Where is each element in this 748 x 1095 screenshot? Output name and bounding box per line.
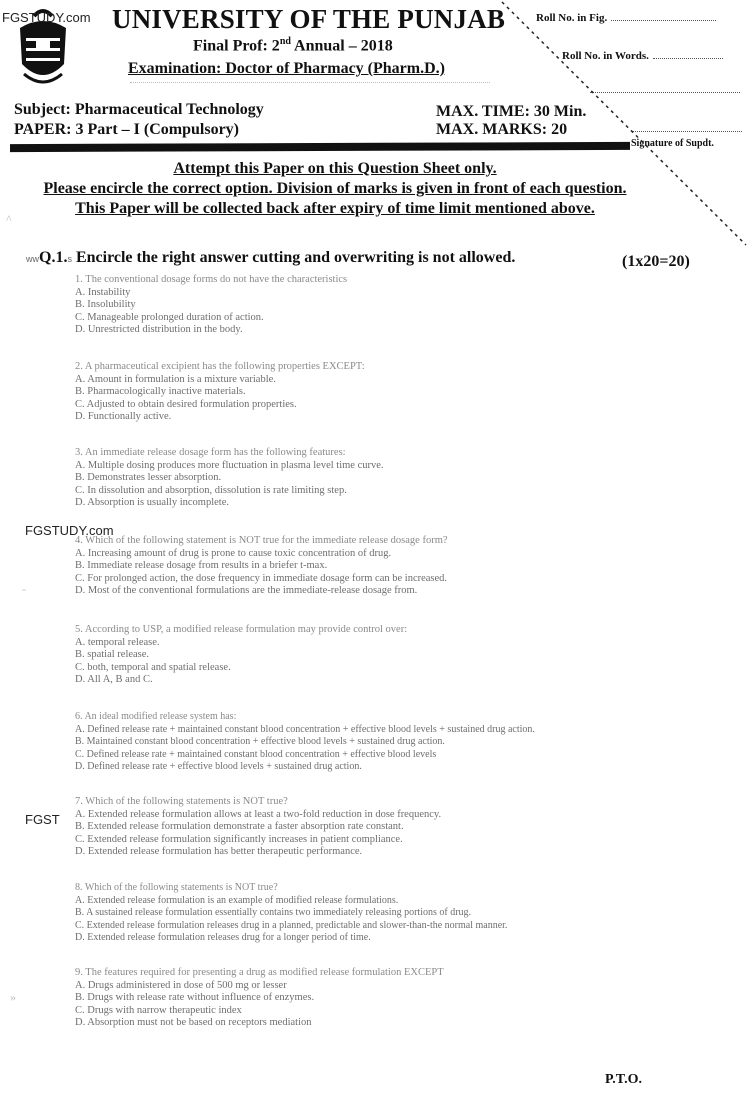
option[interactable]: D. Most of the conventional formulations are the immediate-release dosage from. [75, 585, 418, 597]
question-8: 8. Which of the following statements is NOT true? A. Extended release formulation is an example of modified release formulations. B. A sustained release formulation essentially contains two immediately releasing portions of drug. C. Extended release formulation releases drug in a planned, predictable and slower-than-the normal manner. D. Extended release formulation releases drug for a longer period of time. [75, 882, 508, 944]
option[interactable]: C. Manageable prolonged duration of action. [75, 311, 264, 323]
option[interactable]: A. Extended release formulation allows at least a two-fold reduction in dose frequency. [75, 808, 442, 820]
roll-no-words-field[interactable]: Roll No. in Words. [562, 50, 723, 62]
option[interactable]: D. Absorption is usually incomplete. [75, 497, 229, 509]
divider [130, 82, 490, 83]
watermark-mid: FGSTUDY.com [25, 523, 114, 538]
final-prof-heading: Final Prof: 2nd Annual – 2018 [193, 36, 393, 55]
option[interactable]: D. Unrestricted distribution in the body. [75, 324, 243, 336]
question-section-heading: wwQ.1.s Encircle the right answer cutting and overwriting is not allowed. [26, 249, 516, 266]
option[interactable]: B. Immediate release dosage from results in a briefer t-max. [75, 560, 328, 572]
watermark-lower: FGST [25, 812, 60, 827]
option[interactable]: A. Multiple dosing produces more fluctuation in plasma level time curve. [75, 459, 384, 471]
option[interactable]: B. A sustained release formulation essentially contains two immediately releasing portions of drug. [75, 907, 472, 919]
question-1: 1. The conventional dosage forms do not have the characteristics A. Instability B. Insolubility C. Manageable prolonged duration of action. D. Unrestricted distribution in the body. [75, 274, 348, 336]
question-6: 6. An ideal modified release system has: A. Defined release rate + maintained constant blood concentration + effective blood levels + sustained drug action. B. Maintained constant blood concentration + effective blood levels + sustained drug action. C. Defined release rate + maintained constant blood concentration + effective blood levels D. Defined release rate + effective blood levels + sustained drug action. [75, 711, 535, 773]
instruction-2: Please encircle the correct option. Division of marks is given in front of each question. [43, 180, 627, 197]
option[interactable]: D. Extended release formulation has better therapeutic performance. [75, 846, 363, 858]
scan-speck: » [10, 990, 16, 1004]
watermark-top: FGSTUDY.com [2, 10, 91, 25]
option[interactable]: A. temporal release. [75, 636, 160, 648]
option[interactable]: D. Defined release rate + effective blood levels + sustained drug action. [75, 761, 362, 773]
scan-speck: - [22, 582, 26, 596]
option[interactable]: B. spatial release. [75, 649, 150, 661]
question-3: 3. An immediate release dosage form has the following features: A. Multiple dosing produces more fluctuation in plasma level time curve. B. Demonstrates lesser absorption. C. In dissolution and absorption, dissolution is rate limiting step. D. Absorption is usually incomplete. [75, 447, 384, 509]
question-2: 2. A pharmaceutical excipient has the following properties EXCEPT: A. Amount in formulation is a mixture variable. B. Pharmacologically inactive materials. C. Adjusted to obtain desired formulation properties. D. Functionally active. [75, 361, 365, 423]
option[interactable]: C. Defined release rate + maintained constant blood concentration + effective blood levels [75, 748, 437, 760]
option[interactable]: D. All A, B and C. [75, 674, 153, 686]
option[interactable]: D. Functionally active. [75, 411, 172, 423]
option[interactable]: C. Drugs with narrow therapeutic index [75, 1004, 242, 1016]
option[interactable]: C. Extended release formulation significantly increases in patient compliance. [75, 833, 403, 845]
option[interactable]: C. Extended release formulation releases drug in a planned, predictable and slower-than-the normal manner. [75, 919, 508, 931]
option[interactable]: C. Adjusted to obtain desired formulation properties. [75, 398, 297, 410]
option[interactable]: A. Extended release formulation is an example of modified release formulations. [75, 894, 399, 906]
examination-heading: Examination: Doctor of Pharmacy (Pharm.D.) [128, 60, 445, 77]
instruction-3: This Paper will be collected back after expiry of time limit mentioned above. [75, 200, 595, 217]
paper-label: PAPER: 3 Part – I (Compulsory) [14, 121, 240, 138]
option[interactable]: A. Increasing amount of drug is prone to cause toxic concentration of drug. [75, 547, 392, 559]
option[interactable]: B. Insolubility [75, 299, 136, 311]
subject-label: Subject: Pharmaceutical Technology [14, 101, 264, 118]
option[interactable]: A. Amount in formulation is a mixture variable. [75, 373, 276, 385]
option[interactable]: B. Extended release formulation demonstrate a faster absorption rate constant. [75, 821, 404, 833]
question-4: 4. Which of the following statement is NOT true for the immediate release dosage form? A. Increasing amount of drug is prone to cause toxic concentration of drug. B. Immediate release dosage from results in a briefer t-max. C. For prolonged action, the dose frequency in immediate dosage form can be increased. D. Most of the conventional formulations are the immediate-release dosage from. [75, 535, 448, 597]
university-title: UNIVERSITY OF THE PUNJAB [112, 4, 506, 34]
section-marks: (1x20=20) [622, 253, 690, 270]
instruction-1: Attempt this Paper on this Question Sheet only. [173, 160, 497, 177]
question-5: 5. According to USP, a modified release formulation may provide control over: A. temporal release. B. spatial release. C. both, temporal and spatial release. D. All A, B and C. [75, 624, 408, 686]
scan-speck: ^ [6, 212, 12, 226]
option[interactable]: C. For prolonged action, the dose frequency in immediate dosage form can be increased. [75, 572, 448, 584]
option[interactable]: A. Drugs administered in dose of 500 mg or lesser [75, 979, 287, 991]
please-turn-over: P.T.O. [605, 1072, 642, 1087]
option[interactable]: B. Demonstrates lesser absorption. [75, 472, 222, 484]
max-marks-label: MAX. MARKS: 20 [436, 121, 568, 138]
option[interactable]: B. Pharmacologically inactive materials. [75, 386, 246, 398]
roll-no-fig-field[interactable]: Roll No. in Fig. [536, 12, 716, 24]
question-7: 7. Which of the following statements is NOT true? A. Extended release formulation allows at least a two-fold reduction in dose frequency. B. Extended release formulation demonstrate a faster absorption rate constant. C. Extended release formulation significantly increases in patient compliance. D. Extended release formulation has better therapeutic performance. [75, 796, 442, 858]
max-time-label: MAX. TIME: 30 Min. [436, 103, 587, 120]
option[interactable]: D. Extended release formulation releases drug for a longer period of time. [75, 932, 371, 944]
option[interactable]: B. Drugs with release rate without influence of enzymes. [75, 992, 315, 1004]
option[interactable]: A. Instability [75, 286, 131, 298]
option[interactable]: A. Defined release rate + maintained constant blood concentration + effective blood levels + sustained drug action. [75, 723, 535, 735]
option[interactable]: B. Maintained constant blood concentration + effective blood levels + sustained drug action. [75, 736, 445, 748]
signature-supdt-label: Signature of Supdt. [631, 138, 714, 149]
option[interactable]: C. In dissolution and absorption, dissolution is rate limiting step. [75, 484, 347, 496]
option[interactable]: C. both, temporal and spatial release. [75, 661, 231, 673]
question-9: 9. The features required for presenting a drug as modified release formulation EXCEPT A. Drugs administered in dose of 500 mg or lesser B. Drugs with release rate without influence of enzymes. C. Drugs with narrow therapeutic index D. Absorption must not be based on receptors mediation [75, 967, 444, 1029]
option[interactable]: D. Absorption must not be based on receptors mediation [75, 1017, 312, 1029]
